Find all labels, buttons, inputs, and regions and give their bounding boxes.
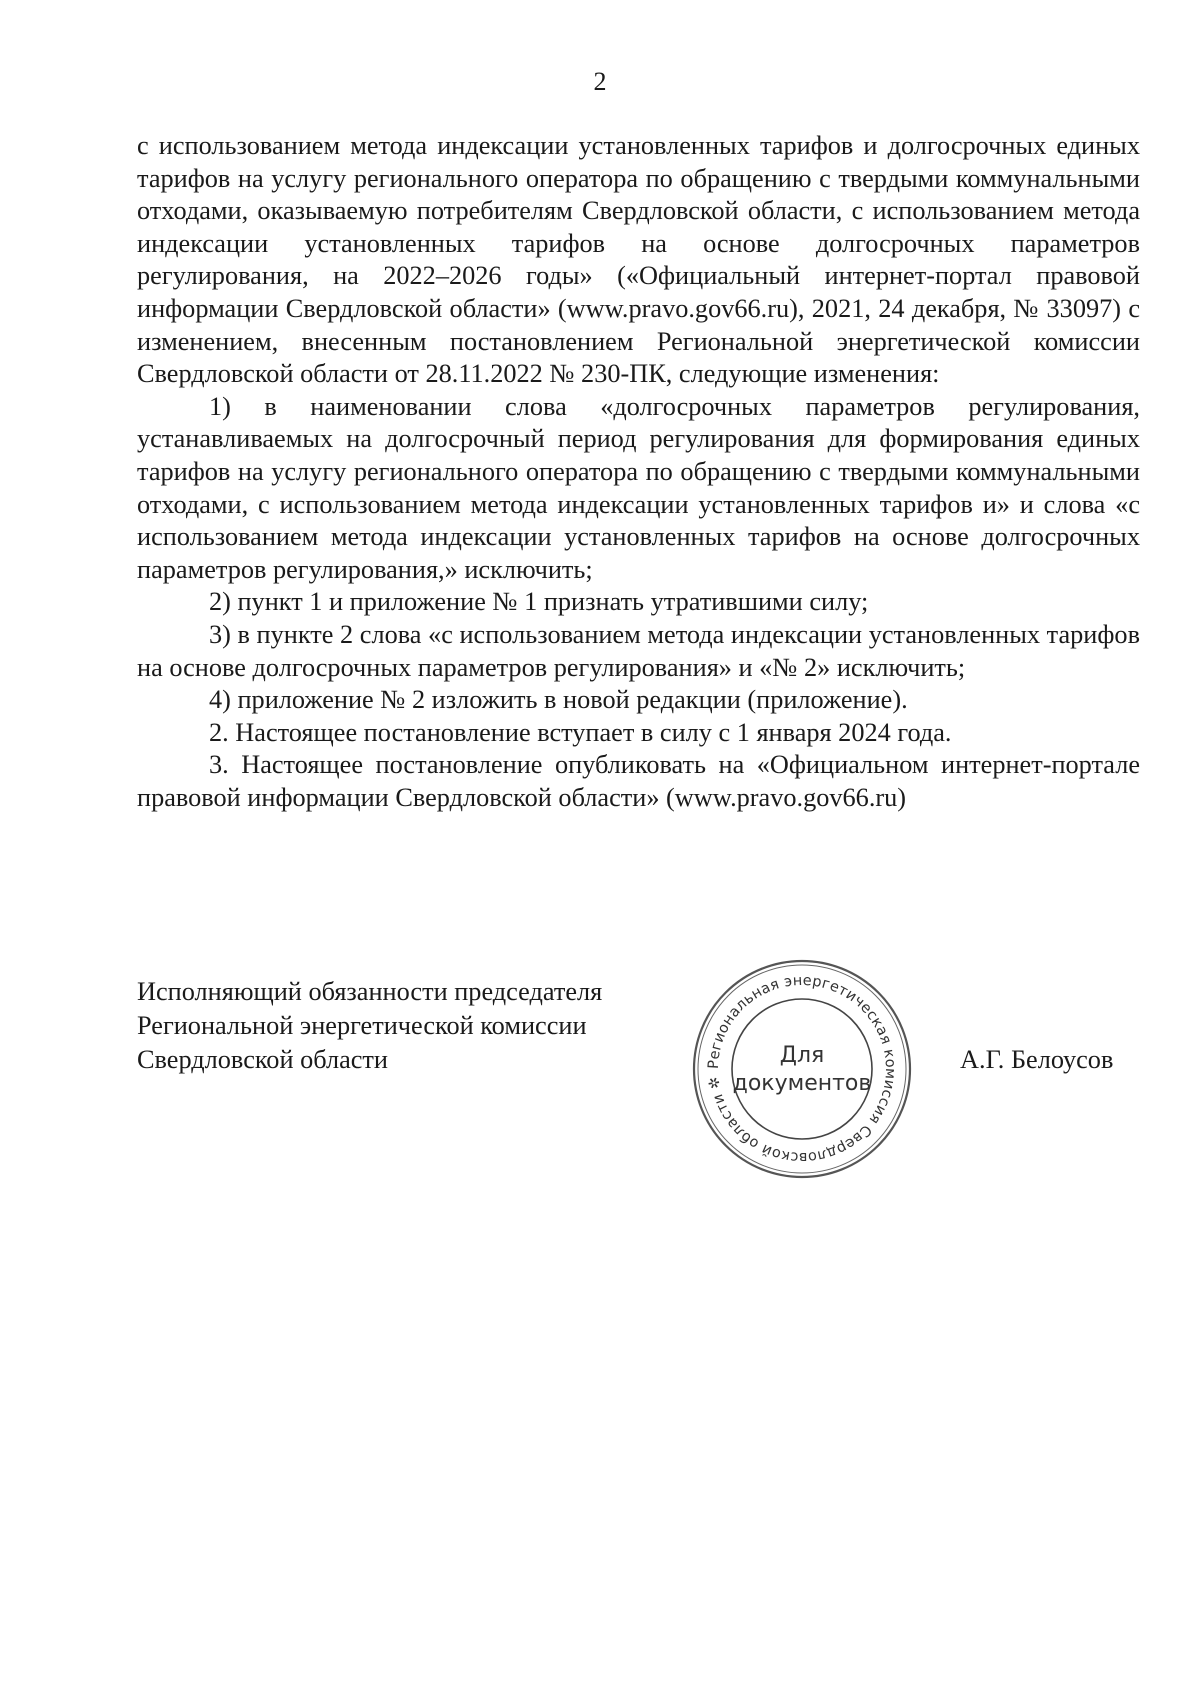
- signatory-name: А.Г. Белоусов: [960, 1045, 1114, 1074]
- paragraph-intro: с использованием метода индексации установленных тарифов и долгосрочных единых тарифов на услугу регионального оператора по обращению с твердыми коммунальными отходами, оказываемую потребителям Свердловской области, с использованием метода индексации установленных тарифов на основе долгосрочных параметров регулирования, на 2022–2026 годы» («Официальный интернет-портал правовой информации Свердловской области» (www.pravo.gov66.ru), 2021, 24 декабря, № 33097) с изменением, внесенным постановлением Региональной энергетической комиссии Свердловской области от 28.11.2022 № 230-ПК, следующие изменения:: [137, 131, 1140, 389]
- stamp-outer-ring: [694, 961, 910, 1177]
- paragraph-item-4: 4) приложение № 2 изложить в новой редакции (приложение).: [209, 685, 908, 715]
- signatory-title: [137, 975, 697, 1077]
- stamp-center-ring: [732, 999, 872, 1139]
- stamp-inner-ring: [698, 965, 906, 1173]
- stamp-center-text: документов: [732, 1071, 872, 1096]
- page-number: 2: [593, 67, 607, 96]
- paragraph-item-1: 1) в наименовании слова «долгосрочных параметров регулирования, устанавливаемых на долгосрочный период регулирования для формирования единых тарифов на услугу регионального оператора по обращению с твердыми коммунальными отходами, с использованием метода индексации установленных тарифов и» и слова «с использованием метода индексации установленных тарифов на основе долгосрочных параметров регулирования,» исключить;: [137, 391, 1140, 584]
- paragraph-item-2: 2) пункт 1 и приложение № 1 признать утратившими силу;: [209, 587, 869, 617]
- signatory-title-line: Свердловской области: [137, 1045, 389, 1074]
- paragraph-clause-2: 2. Настоящее постановление вступает в силу с 1 января 2024 года.: [209, 717, 952, 747]
- stamp-ring-text: Региональная энергетическая комиссия Свердловской области ✲: [705, 972, 899, 1166]
- signatory-title-line: Исполняющий обязанности председателя: [137, 977, 603, 1006]
- paragraph-item-3: 3) в пункте 2 слова «с использованием метода индексации установленных тарифов на основе долгосрочных параметров регулирования» и «№ 2» исключить;: [137, 619, 1140, 682]
- signatory-title-line: Региональной энергетической комиссии: [137, 1011, 587, 1040]
- official-stamp: [687, 954, 917, 1184]
- stamp-center-text: Для: [779, 1043, 825, 1068]
- paragraph-clause-3: 3. Настоящее постановление опубликовать на «Официальном интернет-портале правовой информации Свердловской области» (www.pravo.gov66.ru): [137, 750, 1140, 812]
- document-body: [137, 130, 1140, 814]
